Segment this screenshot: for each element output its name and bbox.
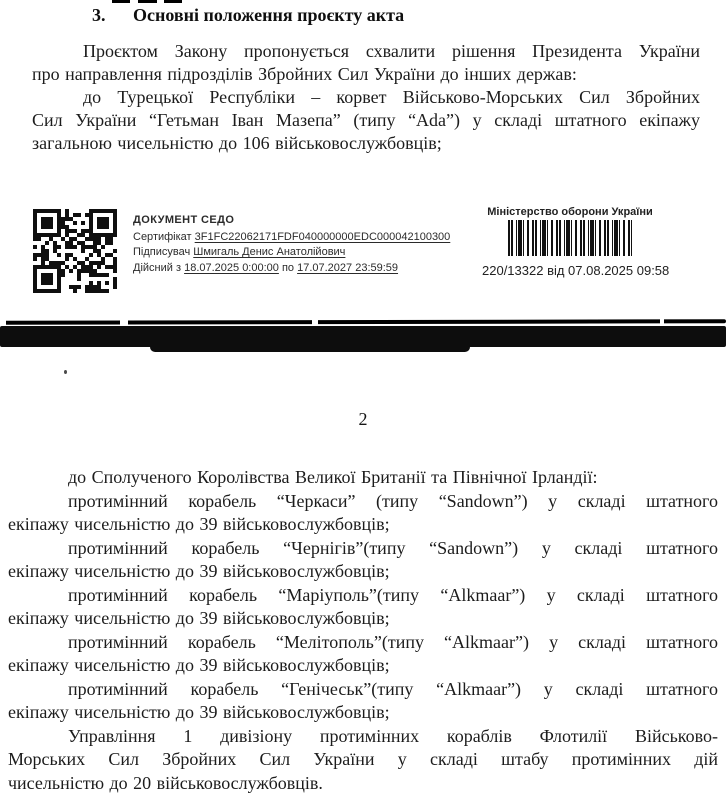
- scan-artifact-top: [112, 0, 182, 3]
- text-line: Сил України “Гетьман Іван Мазепа” (типу “Ada”) у складі штатного екіпажу: [32, 110, 700, 130]
- text-line: протимінний корабель “Генічеськ”(типу “Alkmaar”) у складі штатного: [68, 678, 718, 699]
- validity-from-date: 18.07.2025 0:00:00: [184, 261, 279, 274]
- text-line: екіпажу чисельністю до 39 військовослужбовців;: [8, 655, 390, 675]
- page-number: 2: [358, 409, 368, 429]
- signer-name: Шмигаль Денис Анатолійович: [193, 246, 346, 258]
- text-line: Морських Сил Збройних Сил України у складі штабу протимінних дій: [8, 749, 718, 769]
- validity-to-date: 17.07.2027 23:59:59: [297, 261, 399, 274]
- section-heading: [92, 5, 404, 26]
- text-line: загальною чисельністю до 106 військовослужбовців;: [32, 133, 442, 153]
- text-line: протимінний корабель “Маріуполь”(типу “Alkmaar”) у складі штатного: [68, 584, 718, 605]
- certificate-label: Сертифікат: [133, 230, 192, 243]
- text-line: до Турецької Республіки – корвет Військово-Морських Сил Збройних: [83, 87, 700, 107]
- section-number: 3.: [92, 5, 106, 25]
- qr-code-icon: [33, 209, 117, 293]
- scan-bar-main: [0, 326, 726, 347]
- text-line: Управління 1 дивізіону протимінних кораблів Флотилії Військово-: [68, 725, 718, 746]
- text-line: екіпажу чисельністю до 39 військовослужбовців;: [8, 514, 390, 534]
- text-line: протимінний корабель “Мелітополь”(типу “Alkmaar”) у складі штатного: [68, 631, 718, 652]
- page1-body: [32, 40, 700, 155]
- validity-to-label: по: [281, 261, 295, 274]
- text-line: чисельністю до 20 військовослужбовців.: [8, 772, 323, 793]
- registration-stamp: [482, 206, 670, 278]
- section-title: Основні положення проєкту акта: [133, 5, 405, 25]
- ministry-name: Міністерство оборони України: [487, 206, 653, 218]
- certificate-value: 3F1FC22062171FDF040000000EDC000042100300: [194, 230, 451, 243]
- registration-number: 220/13322 від 07.08.2025 09:58: [482, 263, 670, 278]
- sedo-document-label: ДОКУМЕНТ СЕДО: [133, 214, 235, 226]
- text-line: про направлення підрозділів Збройних Сил України до інших держав:: [32, 64, 577, 84]
- scan-line-thin: [0, 319, 726, 325]
- scan-speck: [64, 370, 67, 374]
- text-line: до Сполученого Королівства Великої Британії та Північної Ірландії:: [68, 467, 598, 487]
- barcode-icon: [508, 220, 632, 256]
- text-line: протимінний корабель “Черкаси” (типу “Sandown”) у складі штатного: [68, 490, 718, 511]
- page-break-scan-artifact: [0, 320, 726, 352]
- text-line: екіпажу чисельністю до 39 військовослужбовців;: [8, 608, 390, 628]
- text-line: екіпажу чисельністю до 39 військовослужбовців;: [8, 561, 390, 581]
- signer-label: Підписувач: [133, 246, 191, 258]
- validity-label: Дійсний з: [133, 261, 182, 274]
- text-line: екіпажу чисельністю до 39 військовослужбовців;: [8, 702, 390, 722]
- text-line: Проєктом Закону пропонується схвалити рішення Президента України: [83, 41, 700, 61]
- scan-bar-lip: [150, 347, 470, 352]
- page2-body: [8, 466, 718, 795]
- text-line: протимінний корабель “Чернігів”(типу “Sandown”) у складі штатного: [68, 537, 718, 558]
- signature-stamp-text: [133, 213, 450, 293]
- signature-stamp: [33, 209, 450, 293]
